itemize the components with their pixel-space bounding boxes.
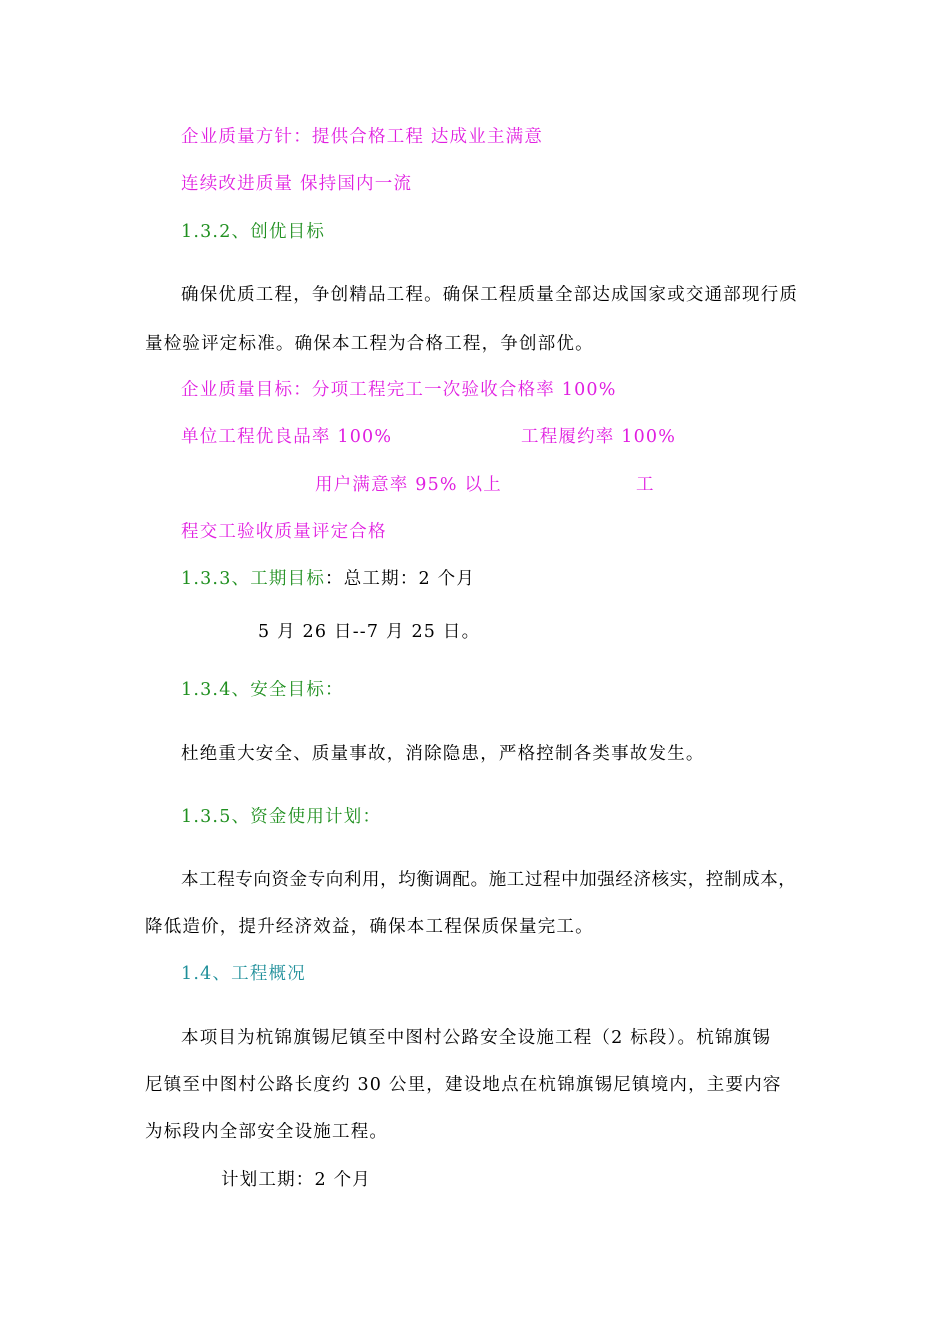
section-1-3-3-line [181, 567, 475, 591]
quality-policy-line-2: 连续改进质量 保持国内一流 [181, 174, 413, 194]
safety-para: 杜绝重大安全、质量事故，消除隐患，严格控制各类事故发生。 [181, 744, 705, 764]
planned-duration: 计划工期：2 个月 [221, 1170, 371, 1190]
section-1-3-4-line [181, 678, 344, 702]
overview-para-line-3: 为标段内全部安全设施工程。 [145, 1122, 389, 1142]
overview-para-line-1: 本项目为杭锦旗锡尼镇至中图村公路安全设施工程（2 标段）。杭锦旗锡 [181, 1028, 772, 1048]
quality-target-trailing-char: 工 [636, 475, 655, 495]
section-1-3-4-heading: 1.3.4、安全目标 [181, 680, 326, 700]
section-1-4-heading: 1.4、工程概况 [181, 964, 306, 984]
quality-target-line-4: 程交工验收质量评定合格 [181, 522, 387, 542]
section-1-3-2-heading: 1.3.2、创优目标 [181, 222, 326, 242]
section-1-3-5-line [181, 805, 381, 829]
section-1-3-2-para-line-1: 确保优质工程，争创精品工程。确保工程质量全部达成国家或交通部现行质 [181, 285, 799, 305]
unit-excellent-rate: 单位工程优良品率 100% [181, 427, 393, 447]
quality-policy-line-1: 企业质量方针：提供合格工程 达成业主满意 [181, 127, 544, 147]
section-1-3-5-colon: ： [362, 807, 382, 827]
overview-para-line-2: 尼镇至中图村公路长度约 30 公里，建设地点在杭锦旗锡尼镇境内，主要内容 [145, 1075, 782, 1095]
section-1-3-3-heading: 1.3.3、工期目标 [181, 569, 326, 589]
contract-fulfillment-rate: 工程履约率 100% [521, 427, 677, 447]
schedule-dates: 5 月 26 日--7 月 25 日。 [258, 622, 481, 642]
section-1-3-2-para-line-2: 量检验评定标准。确保本工程为合格工程，争创部优。 [145, 334, 594, 354]
total-duration: ：总工期：2 个月 [325, 569, 476, 589]
user-satisfaction-rate: 用户满意率 95% 以上 [315, 475, 502, 495]
quality-target-line-1: 企业质量目标：分项工程完工一次验收合格率 100% [181, 380, 617, 400]
funding-para-line-2: 降低造价，提升经济效益，确保本工程保质保量完工。 [145, 917, 594, 937]
section-1-3-5-heading: 1.3.5、资金使用计划 [181, 807, 363, 827]
funding-para-line-1: 本工程专向资金专向利用，均衡调配。施工过程中加强经济核实，控制成本， [181, 870, 797, 890]
section-1-3-4-colon: ： [325, 680, 344, 700]
